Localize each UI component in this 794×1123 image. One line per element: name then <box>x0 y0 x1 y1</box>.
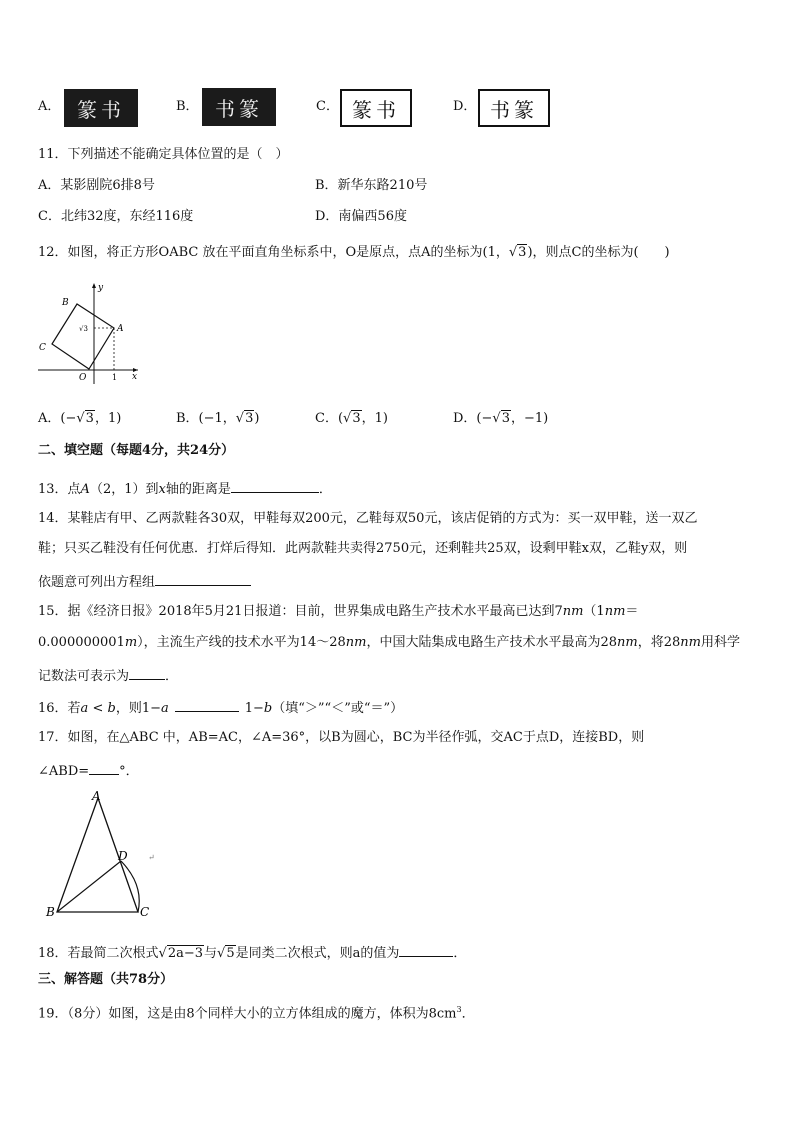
q13-end: ． <box>318 482 332 497</box>
q10-seal-image-a <box>64 89 138 127</box>
q15-l1-pre: 15．据《经济日报》2018年5月21日报道：目前，世界集成电路生产技术水平最高已达到7 <box>38 604 563 619</box>
q12-a-sqrt-symbol: √ <box>76 411 85 426</box>
q12-label-c: C <box>39 343 46 353</box>
q12-label-sqrt3: √3 <box>79 325 88 333</box>
q12-d-post: ，−1) <box>510 411 549 426</box>
q18-sqrt-symbol-2: √ <box>217 946 226 961</box>
q19 <box>38 1001 475 1023</box>
q17-label-c: C <box>140 905 150 919</box>
q14-line-1: 14．某鞋店有甲、乙两款鞋各30双，甲鞋每双200元，乙鞋每双50元，该店促销的方式为：买一双甲鞋，送一双乙 <box>38 511 698 526</box>
q17-label-d: D <box>118 849 128 863</box>
q12-option-b <box>176 410 259 428</box>
q11-option-b: B．新华东路210号 <box>315 178 428 193</box>
q15-l2-tail: 用科学 <box>700 635 740 650</box>
q12-a-radicand: 3 <box>85 411 94 426</box>
q12-a-pre: A．(− <box>38 411 77 426</box>
q12-d-radicand: 3 <box>501 411 510 426</box>
q17-answer-blank[interactable] <box>89 760 119 775</box>
q18 <box>38 942 466 963</box>
q15-nm-4: nm <box>617 635 638 650</box>
q12-option-d <box>453 410 548 428</box>
q15-l3-end: ． <box>165 669 179 684</box>
q12-b-radicand: 3 <box>245 411 254 426</box>
q18-pre: 18．若最简二次根式 <box>38 946 159 961</box>
q15-nm-2: nm <box>604 604 626 619</box>
q17-arc <box>121 861 139 912</box>
seal-b-text: 书篆 <box>215 96 263 121</box>
q18-radicand-1: 2a−3 <box>167 946 204 961</box>
q12-b-post: ) <box>254 411 260 426</box>
q12-label-y: y <box>98 283 104 293</box>
q15-l1-mid: （1 <box>583 604 605 619</box>
q16-mid: ，则1− <box>115 701 161 716</box>
q17-line-2 <box>38 760 139 781</box>
q12-a-post: ，1) <box>94 411 122 426</box>
q17-l2-post: °． <box>119 764 139 779</box>
q11-option-c: C．北纬32度，东经116度 <box>38 209 194 224</box>
q14-line-2: 鞋；只买乙鞋没有任何优惠．打烊后得知．此两款鞋共卖得2750元，还剩鞋共25双，设剩甲鞋x双，乙鞋y双，则 <box>38 541 688 556</box>
q15-line-2 <box>38 634 740 652</box>
q18-end: ． <box>453 946 467 961</box>
q16 <box>38 697 403 718</box>
q18-radicand-2: 5 <box>226 946 235 961</box>
q12-option-c <box>315 410 388 428</box>
seal-a-text: 篆书 <box>77 97 125 122</box>
q13-answer-blank[interactable] <box>231 478 319 493</box>
q15-l1-post: ＝ <box>625 604 639 619</box>
q16-answer-blank[interactable] <box>175 697 239 712</box>
q12-stem-pre: 12．如图，将正方形OABC 放在平面直角坐标系中，O是原点，点A的坐标为(1， <box>38 245 509 260</box>
q14-line-3 <box>38 571 251 592</box>
q15-nm-3: nm <box>345 635 367 650</box>
seal-c-text: 篆书 <box>352 97 400 122</box>
q12-b-sqrt-symbol: √ <box>235 411 245 426</box>
q15-nm-1: nm <box>562 604 584 619</box>
q15-l3-text: 记数法可表示为 <box>38 669 130 684</box>
q14-line-3-text: 依题意可列出方程组 <box>38 575 156 590</box>
q10-seal-image-d <box>478 89 550 127</box>
q17-l2-pre: ∠ABD= <box>38 764 90 779</box>
q10-option-a-label: A． <box>38 99 61 114</box>
q11-stem: 11．下列描述不能确定具体位置的是（ ） <box>38 147 289 162</box>
q12-c-pre: C．( <box>315 411 344 426</box>
q12-d-pre: D．(− <box>453 411 493 426</box>
q15-l2-post: ），主流生产线的技术水平为14～28 <box>137 635 346 650</box>
q12-sqrt-symbol: √ <box>508 245 518 260</box>
q12-label-x: x <box>132 372 138 382</box>
q10-seal-image-c <box>340 89 412 127</box>
q17-line-1: 17．如图，在△ABC 中，AB=AC，∠A=36°，以B为圆心，BC为半径作弧，交AC于点D，连接BD，则 <box>38 730 645 745</box>
q10-seal-image-b <box>202 88 276 126</box>
q12-stem-post: )，则点C的坐标为( ) <box>527 245 670 260</box>
q12-c-sqrt-symbol: √ <box>343 411 352 426</box>
q16-pre: 16．若 <box>38 701 81 716</box>
q13-pre: 13．点 <box>38 482 81 497</box>
q17-return-mark: ↵ <box>148 853 155 862</box>
q19-pre: 19．（8分）如图，这是由8个同样大小的立方体组成的魔方，体积为8cm <box>38 1006 457 1022</box>
q19-sup: 3 <box>456 1005 462 1014</box>
q12-coordinate-figure <box>34 278 146 388</box>
q11-option-d: D．南偏西56度 <box>315 209 407 224</box>
q15-l2-end: ，将28 <box>637 635 681 650</box>
q19-end: ． <box>461 1006 475 1022</box>
q12-c-radicand: 3 <box>352 411 361 426</box>
q14-answer-blank[interactable] <box>155 571 251 586</box>
q15-nm-5: nm <box>680 635 701 650</box>
q17-triangle-figure <box>44 790 162 920</box>
q18-answer-blank[interactable] <box>399 942 453 957</box>
q15-l2-mid: ，中国大陆集成电路生产技术水平最高为28 <box>366 635 618 650</box>
q16-mid2: 1− <box>244 701 264 716</box>
section-answer-heading: 三、解答题（共78分） <box>38 972 174 987</box>
q18-sqrt-symbol-1: √ <box>158 946 167 961</box>
q12-option-a <box>38 410 121 428</box>
q15-answer-blank[interactable] <box>129 665 165 680</box>
q13 <box>38 478 332 499</box>
q16-b: b <box>107 701 116 716</box>
q12-stem <box>38 244 670 262</box>
q12-y-arrow-icon <box>92 283 96 288</box>
q12-b-pre: B．(−1， <box>176 411 236 426</box>
q16-a-2: a <box>160 701 169 716</box>
q17-label-b: B <box>46 905 55 919</box>
q13-axis: x <box>158 482 166 497</box>
q13-mid: （2，1）到 <box>89 482 159 497</box>
q11-option-a: A．某影剧院6排8号 <box>38 178 155 193</box>
q18-mid: 与 <box>204 946 218 961</box>
q12-d-sqrt-symbol: √ <box>492 411 501 426</box>
q12-square-oabc <box>52 304 114 369</box>
q12-sqrt-radicand: 3 <box>518 245 527 260</box>
q15-line-1 <box>38 603 638 621</box>
q17-label-a: A <box>92 790 101 803</box>
q10-option-c-label: C． <box>316 99 339 114</box>
q18-post: 是同类二次根式，则a的值为 <box>235 946 400 961</box>
q12-label-one: 1 <box>112 373 118 382</box>
q10-option-b-label: B． <box>176 99 199 114</box>
q13-point: A <box>80 482 90 497</box>
q16-a: a <box>80 701 89 716</box>
q16-lt: < <box>88 701 108 716</box>
q15-l2-pre: 0.000000001 <box>38 635 125 650</box>
section-fill-blank-heading: 二、填空题（每题4分，共24分） <box>38 443 235 458</box>
q13-post: 轴的距离是 <box>165 482 231 497</box>
q15-m: m <box>124 635 138 650</box>
q12-c-post: ，1) <box>361 411 388 426</box>
q16-post: （填“＞”“＜”或“＝”） <box>272 701 404 716</box>
q12-label-b: B <box>62 298 69 308</box>
q10-option-d-label: D． <box>453 99 477 114</box>
seal-d-text: 书篆 <box>490 97 538 122</box>
q15-line-3 <box>38 665 178 686</box>
q12-label-a: A <box>117 324 124 334</box>
q16-b-2: b <box>263 701 273 716</box>
q12-label-o: O <box>79 373 87 383</box>
